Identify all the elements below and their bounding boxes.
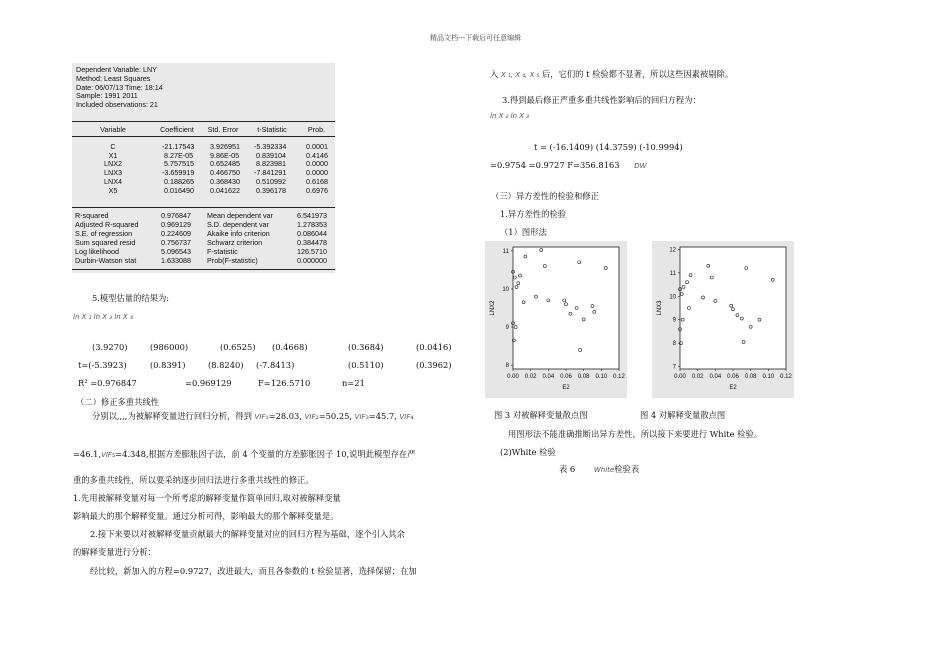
vif-value: =28.03,: [268, 411, 302, 421]
se-value: (3.9270): [92, 342, 128, 352]
scatter-svg: [485, 241, 627, 398]
prob-cell: 0.0000: [306, 159, 328, 169]
stat-value: 1.278353: [297, 220, 327, 230]
variable-name: X5: [108, 185, 118, 195]
paragraph-text: 3.得到最后修正严重多重共线性影响后的回归方程为：: [502, 95, 701, 105]
t-statistic-cell: 0.510992: [256, 176, 286, 186]
t-statistic-cell: 8.823981: [256, 159, 286, 169]
stat-label: Durbin-Watson stat: [75, 256, 137, 266]
vif-value: =45.7,: [368, 411, 397, 421]
x-axis-label: E2: [562, 385, 570, 391]
adjusted-r-squared: =0.969129: [185, 378, 232, 388]
variable-name: LNX3: [104, 168, 122, 178]
stats-row: [72, 238, 335, 247]
regression-output: [72, 63, 335, 273]
table-6-title: [559, 463, 639, 475]
prob-cell: 0.4146: [306, 150, 328, 160]
y-tick-label: 9: [505, 325, 509, 332]
y-tick-label: 7: [672, 364, 676, 371]
std-error-cell: 0.041622: [210, 185, 240, 195]
scatter-plot-lnx2: [485, 241, 627, 398]
y-tick-label: 8: [505, 363, 509, 370]
x-tick-label: 0.04: [709, 374, 722, 380]
subsection-heading: (2)White 检验: [500, 447, 556, 457]
table-label: 表 6: [559, 464, 576, 474]
stat-value: 0.969129: [161, 220, 191, 230]
dw-symbol: DW: [634, 162, 647, 170]
y-tick-label: 8: [672, 341, 676, 348]
column-header: Variable: [72, 122, 154, 137]
x-tick-label: 0.06: [727, 374, 739, 380]
fit-statistics: =0.9754 =0.9727 F=356.8163: [490, 160, 620, 170]
x-tick-label: 0.00: [674, 374, 686, 380]
y-axis-label: LNX3: [657, 300, 663, 316]
scatter-plot-lnx3: [652, 241, 794, 398]
formula-variables: ln X ₂ ln X ₃ ln X ₄: [73, 313, 133, 321]
page-header: 精品文档---下载后可任意编辑: [430, 34, 522, 42]
observations: Included observations: 21: [76, 100, 158, 110]
paragraph-text: 经比较，新加入的方程=0.9727，改进最大，而且各参数的 t 检验显著，选择保留；在加: [90, 566, 417, 576]
variable-name: LNX2: [104, 159, 122, 169]
y-tick-label: 10: [502, 286, 509, 293]
coefficient-cell: -21.17543: [162, 142, 195, 151]
y-tick-label: 12: [669, 247, 676, 254]
x-tick-label: 0.02: [691, 374, 704, 380]
table-label: 检验表: [614, 464, 640, 474]
y-tick-label: 11: [502, 248, 509, 255]
variable-name: C: [110, 142, 116, 151]
sample-size: n=21: [342, 378, 365, 388]
prob-cell: 0.6168: [306, 176, 328, 186]
paragraph-text: 重的多重共线性，所以要采纳逐步回归法进行多重共线性的修正。: [73, 475, 314, 485]
t-value: (0.5110): [348, 360, 384, 370]
paragraph-text: 的解释变量进行分析：: [73, 547, 156, 557]
stat-label: R-squared: [75, 211, 109, 220]
stats-row: [72, 256, 335, 269]
stat-label: Sum squared resid: [75, 238, 136, 248]
paragraph-text: 1.先用被解释变量对每一个所考虑的解释变量作简单回归,取对被解释变量: [73, 493, 341, 503]
prob-cell: 0.0001: [306, 142, 328, 151]
paragraph-text: 入: [490, 69, 499, 79]
summary-stats: [72, 207, 335, 270]
vif-symbol: VIF: [399, 413, 411, 421]
variable-name: X1: [108, 150, 118, 160]
sample: Sample: 1991 2011: [76, 91, 138, 101]
vif-symbol: VIF: [304, 413, 316, 421]
x-tick-label: 0.10: [762, 374, 775, 380]
x-tick-label: 0.02: [524, 374, 537, 380]
white-symbol: White: [593, 466, 615, 474]
stat-value: 0.086044: [297, 229, 327, 239]
stat-label: Prob(F-statistic): [207, 256, 258, 266]
stat-value: 0.756737: [161, 238, 191, 248]
figure-3-caption: 图 3 对被解释变量散点图: [494, 410, 588, 420]
table-row: [72, 187, 335, 201]
y-tick-label: 9: [672, 317, 676, 324]
subsection-heading: （1）图形法: [500, 227, 547, 237]
stats-row: [72, 208, 335, 221]
stat-value: 126.5710: [297, 247, 327, 257]
t-value: t=(-5.3923): [78, 360, 127, 370]
paragraph-text: 分别以,,,,为被解释变量进行回归分析，得到: [92, 411, 252, 421]
prob-cell: 0.0000: [306, 168, 328, 178]
vif-value: =46.1,: [73, 449, 102, 459]
stat-label: Mean dependent var: [207, 211, 273, 220]
y-axis-label: LNX2: [490, 300, 496, 316]
plot-area: [680, 247, 786, 369]
table-header-row: [72, 122, 335, 137]
column-header: Std. Error: [200, 122, 246, 137]
column-header: Prob.: [298, 122, 335, 137]
stat-value: 0.224609: [161, 229, 191, 239]
stat-value: 5.096543: [161, 247, 191, 257]
stats-row: [72, 247, 335, 256]
x-tick-label: 0.06: [560, 374, 572, 380]
method: Method: Least Squares: [76, 73, 151, 83]
formula-variables: ln X ₂ ln X ₃: [490, 112, 530, 120]
stat-value: 1.633088: [161, 256, 191, 266]
t-value: (8.8240): [208, 360, 244, 370]
se-value: (986000): [150, 342, 189, 352]
vif-symbol: VIF: [254, 413, 266, 421]
coefficient-cell: 5.757515: [164, 159, 194, 169]
x-tick-label: 0.08: [577, 374, 590, 380]
paragraph-text: 用图形法不能准确推断出异方差性，所以接下来要进行 White 检验。: [508, 429, 763, 439]
y-tick-label: 10: [669, 294, 676, 301]
removed-variables-line: [490, 68, 733, 80]
x-tick-label: 0.10: [595, 374, 608, 380]
paragraph-text: 后，它们的 t 检验都不显著，所以这些因素被剔除。: [541, 69, 734, 79]
std-error-cell: 9.86E-05: [210, 150, 240, 160]
paragraph-text: =4.348,根据方差膨胀因子法，前 4 个变量的方差膨胀因子 10,说明此模型存在严: [115, 449, 416, 459]
figure-4-caption: 图 4 对解释变量散点图: [640, 410, 726, 420]
t-value: (0.8391): [150, 360, 186, 370]
stat-label: Schwarz criterion: [207, 238, 263, 248]
stat-value: 6.541973: [297, 211, 327, 220]
paragraph-text: 影响最大的那个解释变量。通过分析可得，影响最大的那个解释变量是。: [73, 511, 339, 521]
variable-symbols: X ₁, X ₄, X ₅: [500, 71, 540, 79]
vif-symbol: VIF: [354, 413, 366, 421]
x-tick-label: 0.04: [542, 374, 555, 380]
subsection-heading: 1.异方差性的检验: [500, 209, 566, 219]
scatter-svg: [652, 241, 794, 398]
t-statistic-cell: 0.396178: [256, 185, 286, 195]
coefficient-cell: 0.188265: [164, 176, 194, 186]
t-value: (0.3962): [416, 360, 452, 370]
t-statistic-cell: -7.841291: [254, 168, 287, 178]
stat-label: Akaike info criterion: [207, 229, 270, 239]
column-header: Coefficient: [154, 122, 200, 137]
fit-statistics-line: [490, 160, 647, 170]
stats-row: [72, 220, 335, 229]
stat-value: 0.000000: [297, 256, 327, 266]
vif-symbol: VIF: [101, 451, 112, 459]
r-squared: R² =0.976847: [78, 378, 137, 388]
coefficient-cell: 8.27E-05: [164, 150, 194, 160]
stat-label: Adjusted R-squared: [75, 220, 139, 230]
std-error-cell: 0.466750: [210, 168, 240, 178]
y-tick-label: 11: [669, 270, 676, 277]
t-statistic-cell: -5.392334: [254, 142, 287, 151]
x-tick-label: 0.08: [744, 374, 757, 380]
paragraph-text: 2.接下来要以对被解释变量贡献最大的解释变量对应的回归方程为基础，逐个引入其余: [90, 529, 405, 539]
t-values-line: t = (-16.1409) (14.3759) (-10.9994): [534, 142, 683, 152]
table-row: [72, 137, 335, 152]
variable-name: LNX4: [104, 176, 122, 186]
stat-label: Log likelihood: [75, 247, 119, 257]
stat-label: S.E. of regression: [75, 229, 133, 239]
t-value: (-7.8413): [256, 360, 295, 370]
x-axis-label: E2: [729, 385, 737, 391]
std-error-cell: 0.368430: [210, 176, 240, 186]
coefficient-cell: -3.659919: [162, 168, 195, 178]
stat-value: 0.976847: [161, 211, 191, 220]
prob-cell: 0.6976: [306, 185, 328, 195]
model-result-heading: 5.模型估量的结果为:: [92, 293, 170, 303]
x-tick-label: 0.00: [507, 374, 519, 380]
vif-paragraph-line1: 分别以,,,,为被解释变量进行回归分析，得到 VIF1=28.03, VIF2=50.25, VIF3=45.7, VIF4: [92, 411, 414, 421]
column-header: t-Statistic: [246, 122, 298, 137]
coefficient-cell: 0.016490: [164, 185, 194, 195]
dependent-variable: Dependent Variable: LNY: [76, 65, 157, 74]
std-error-cell: 0.652485: [210, 159, 240, 169]
x-tick-label: 0.12: [613, 374, 625, 380]
vif-paragraph-line2: =46.1,VIF5=4.348,根据方差膨胀因子法，前 4 个变量的方差膨胀因子 10,说明此模型存在严: [73, 449, 416, 459]
se-value: (0.4668): [272, 342, 308, 352]
stat-label: S.D. dependent var: [207, 220, 269, 230]
plot-area: [513, 247, 619, 369]
section-heading: （三）异方差性的检验和修正: [491, 191, 599, 201]
section-heading: （二）修正多重共线性: [76, 397, 159, 407]
std-error-cell: 3.926951: [210, 142, 240, 151]
se-value: (0.0416): [416, 342, 452, 352]
x-tick-label: 0.12: [780, 374, 792, 380]
stat-value: 0.384478: [297, 238, 327, 248]
stats-row: [72, 229, 335, 238]
t-statistic-cell: 0.839104: [256, 150, 286, 160]
f-statistic: F=126.5710: [258, 378, 311, 388]
vif-value: =50.25,: [318, 411, 353, 421]
se-value: (0.6525): [220, 342, 256, 352]
coefficient-table: [72, 121, 335, 200]
stat-label: F-statistic: [207, 247, 238, 257]
se-value: (0.3684): [348, 342, 384, 352]
date-time: Date: 06/07/13 Time: 18:14: [76, 82, 163, 92]
